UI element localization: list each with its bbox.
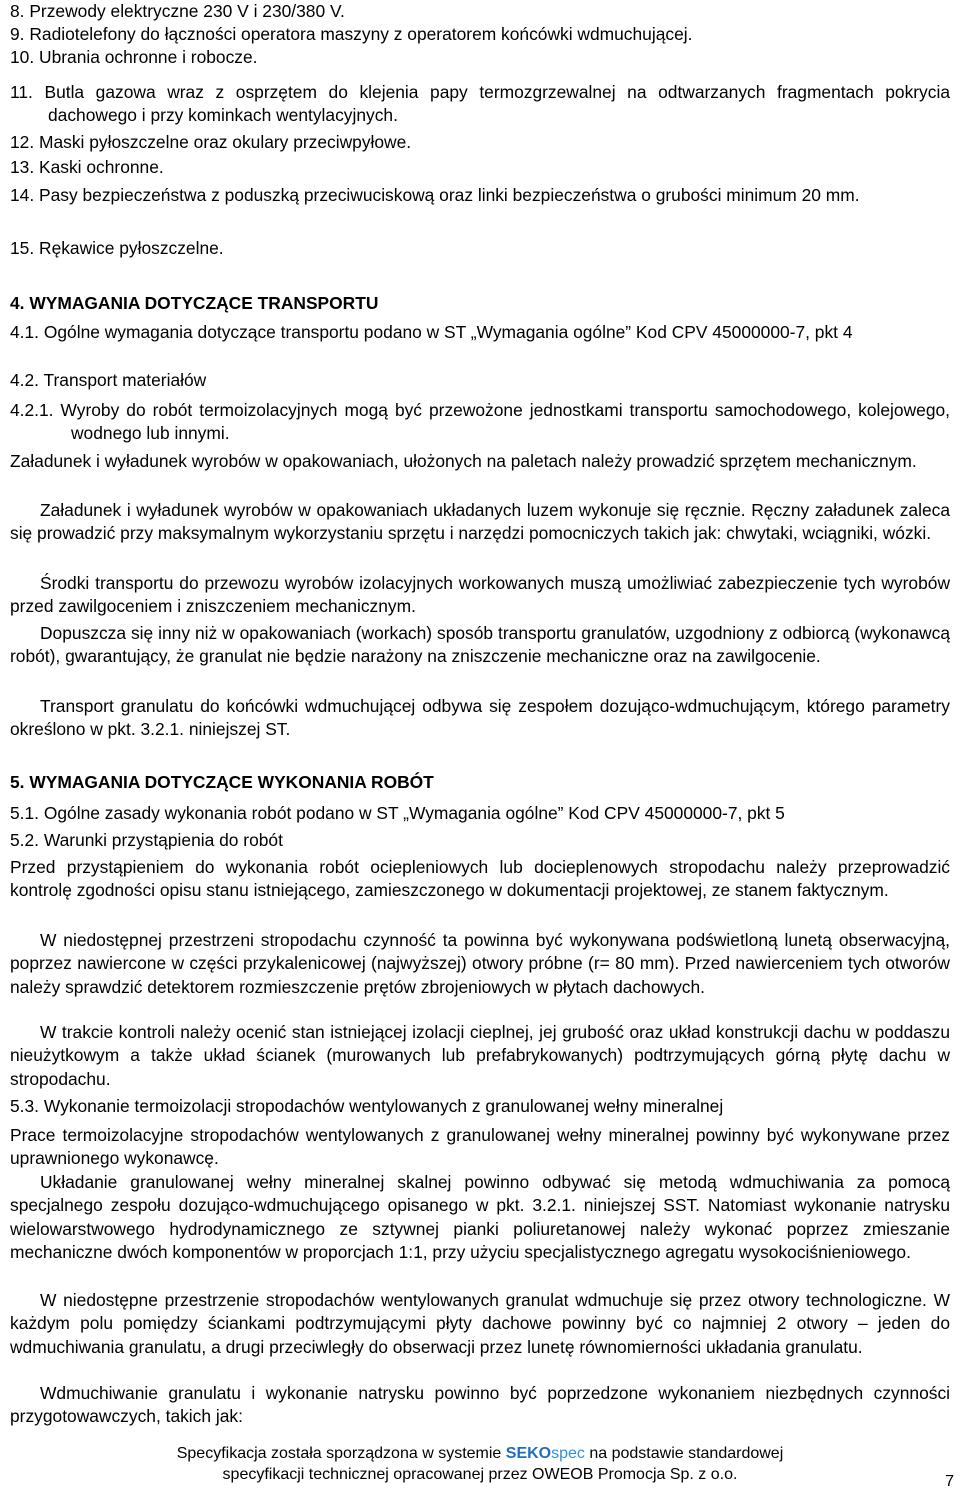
footer-line-1 — [0, 1444, 960, 1464]
list-item: 10. Ubrania ochronne i robocze. — [10, 47, 258, 67]
paragraph: Transport granulatu do końcówki wdmuchującej odbywa się zespołem dozująco-wdmuchującym, którego parametry określono w pkt. 3.2.1. niniejszej ST. — [10, 696, 950, 740]
list-item: 14. Pasy bezpieczeństwa z poduszką przeciwuciskową oraz linki bezpieczeństwa o grubości minimum 20 mm. — [10, 185, 860, 205]
paragraph: Przed przystąpieniem do wykonania robót ociepleniowych lub docieplenowych stropodachu należy przeprowadzić kontrolę zgodności opisu stanu istniejącego, zamieszczonego w dokumentacji projektowej, ze stanem faktycznym. — [10, 857, 950, 901]
subsection-heading: 4.2. Transport materiałów — [10, 370, 207, 390]
page-number: 7 — [945, 1473, 954, 1490]
paragraph: Załadunek i wyładunek wyrobów w opakowaniach, ułożonych na paletach należy prowadzić sprzętem mechanicznym. — [10, 451, 917, 471]
subsection-heading: 5.3. Wykonanie termoizolacji stropodachów wentylowanych z granulowanej wełny mineralnej — [10, 1096, 724, 1116]
section-heading: 4. WYMAGANIA DOTYCZĄCE TRANSPORTU — [10, 293, 379, 313]
paragraph: Środki transportu do przewozu wyrobów izolacyjnych workowanych muszą umożliwiać zabezpieczenie tych wyrobów przed zawilgoceniem i zniszczeniem mechanicznym. — [10, 573, 950, 617]
sekospec-logo-part2: spec — [551, 1445, 585, 1462]
footer-text: na podstawie standardowej — [584, 1445, 784, 1462]
paragraph: Dopuszcza się inny niż w opakowaniach (workach) sposób transportu granulatów, uzgodniony z odbiorcą (wykonawcą robót), gwarantujący, że granulat nie będzie narażony na zniszczenie mechaniczne oraz na zawilgocenie. — [10, 623, 950, 667]
list-item: 13. Kaski ochronne. — [10, 157, 164, 177]
paragraph: 4.2.1. Wyroby do robót termoizolacyjnych mogą być przewożone jednostkami transportu samochodowego, kolejowego, wodnego lub innymi. — [10, 400, 950, 444]
paragraph: W niedostępne przestrzenie stropodachów wentylowanych granulat wdmuchuje się przez otwory technologiczne. W każdym polu pomiędzy ściankami podtrzymującymi płyty dachowe powinny być co najmniej 2 otwory – jeden do wdmuchiwania granulatu, a drugi przeciwległy do obserwacji przez lunetę równomierności układania granulatu. — [10, 1290, 950, 1357]
list-item: 15. Rękawice pyłoszczelne. — [10, 238, 224, 258]
paragraph: W trakcie kontroli należy ocenić stan istniejącej izolacji cieplnej, jej grubość oraz układ konstrukcji dachu w poddaszu nieużytkowym a także układ ścianek (murowanych lub prefabrykowanych) podtrzymujących górną płytę dachu w stropodachu. — [10, 1022, 950, 1089]
sekospec-logo-part1: SEKO — [505, 1445, 552, 1462]
paragraph: Załadunek i wyładunek wyrobów w opakowaniach układanych luzem wykonuje się ręcznie. Ręczny załadunek zaleca się prowadzić przy maksymalnym wykorzystaniu sprzętu i narzędzi pomocniczych takich jak: chwytaki, wciągniki, wózki. — [10, 500, 950, 544]
list-item: 8. Przewody elektryczne 230 V i 230/380 V. — [10, 1, 345, 21]
footer-line-2: specyfikacji technicznej opracowanej przez OWEOB Promocja Sp. z o.o. — [222, 1466, 738, 1483]
paragraph: Układanie granulowanej wełny mineralnej skalnej powinno odbywać się metodą wdmuchiwania za pomocą specjalnego zespołu dozująco-wdmuchującego opisanego w pkt. 3.2.1. niniejszej SST. Natomiast wykonanie natrysku wielowarstwowego hydrodynamicznego ze sztywnej pianki poliuretanowej należy wykonać poprzez zmieszanie mechaniczne dwóch komponentów w proporcjach 1:1, przy użyciu specjalistycznego agregatu wysokociśnieniowego. — [10, 1172, 950, 1263]
list-item: 11. Butla gazowa wraz z osprzętem do klejenia papy termozgrzewalnej na odtwarzanych fragmentach pokrycia dachowego i przy kominkach wentylacyjnych. — [10, 82, 950, 126]
paragraph: Wdmuchiwanie granulatu i wykonanie natrysku powinno być poprzedzone wykonaniem niezbędnych czynności przygotowawczych, takich jak: — [10, 1383, 950, 1427]
list-item: 9. Radiotelefony do łączności operatora maszyny z operatorem końcówki wdmuchującej. — [10, 24, 693, 44]
list-item: 12. Maski pyłoszczelne oraz okulary przeciwpyłowe. — [10, 132, 412, 152]
paragraph: Prace termoizolacyjne stropodachów wentylowanych z granulowanej wełny mineralnej powinny być wykonywane przez uprawnionego wykonawcę. — [10, 1125, 950, 1169]
paragraph: 4.1. Ogólne wymagania dotyczące transportu podano w ST „Wymagania ogólne” Kod CPV 45000000-7, pkt 4 — [10, 322, 853, 342]
footer-text: Specyfikacja została sporządzona w systemie — [176, 1445, 506, 1462]
subsection-heading: 5.2. Warunki przystąpienia do robót — [10, 830, 283, 850]
paragraph: 5.1. Ogólne zasady wykonania robót podano w ST „Wymagania ogólne” Kod CPV 45000000-7, pkt 5 — [10, 803, 785, 823]
section-heading: 5. WYMAGANIA DOTYCZĄCE WYKONANIA ROBÓT — [10, 772, 434, 792]
paragraph: W niedostępnej przestrzeni stropodachu czynność ta powinna być wykonywana podświetloną lunetą obserwacyjną, poprzez nawiercone w części przykalenicowej (najwyższej) otwory próbne (r= 80 mm). Przed nawierceniem tych otworów należy sprawdzić detektorem rozmieszczenie prętów zbrojeniowych w płytach dachowych. — [10, 930, 950, 997]
